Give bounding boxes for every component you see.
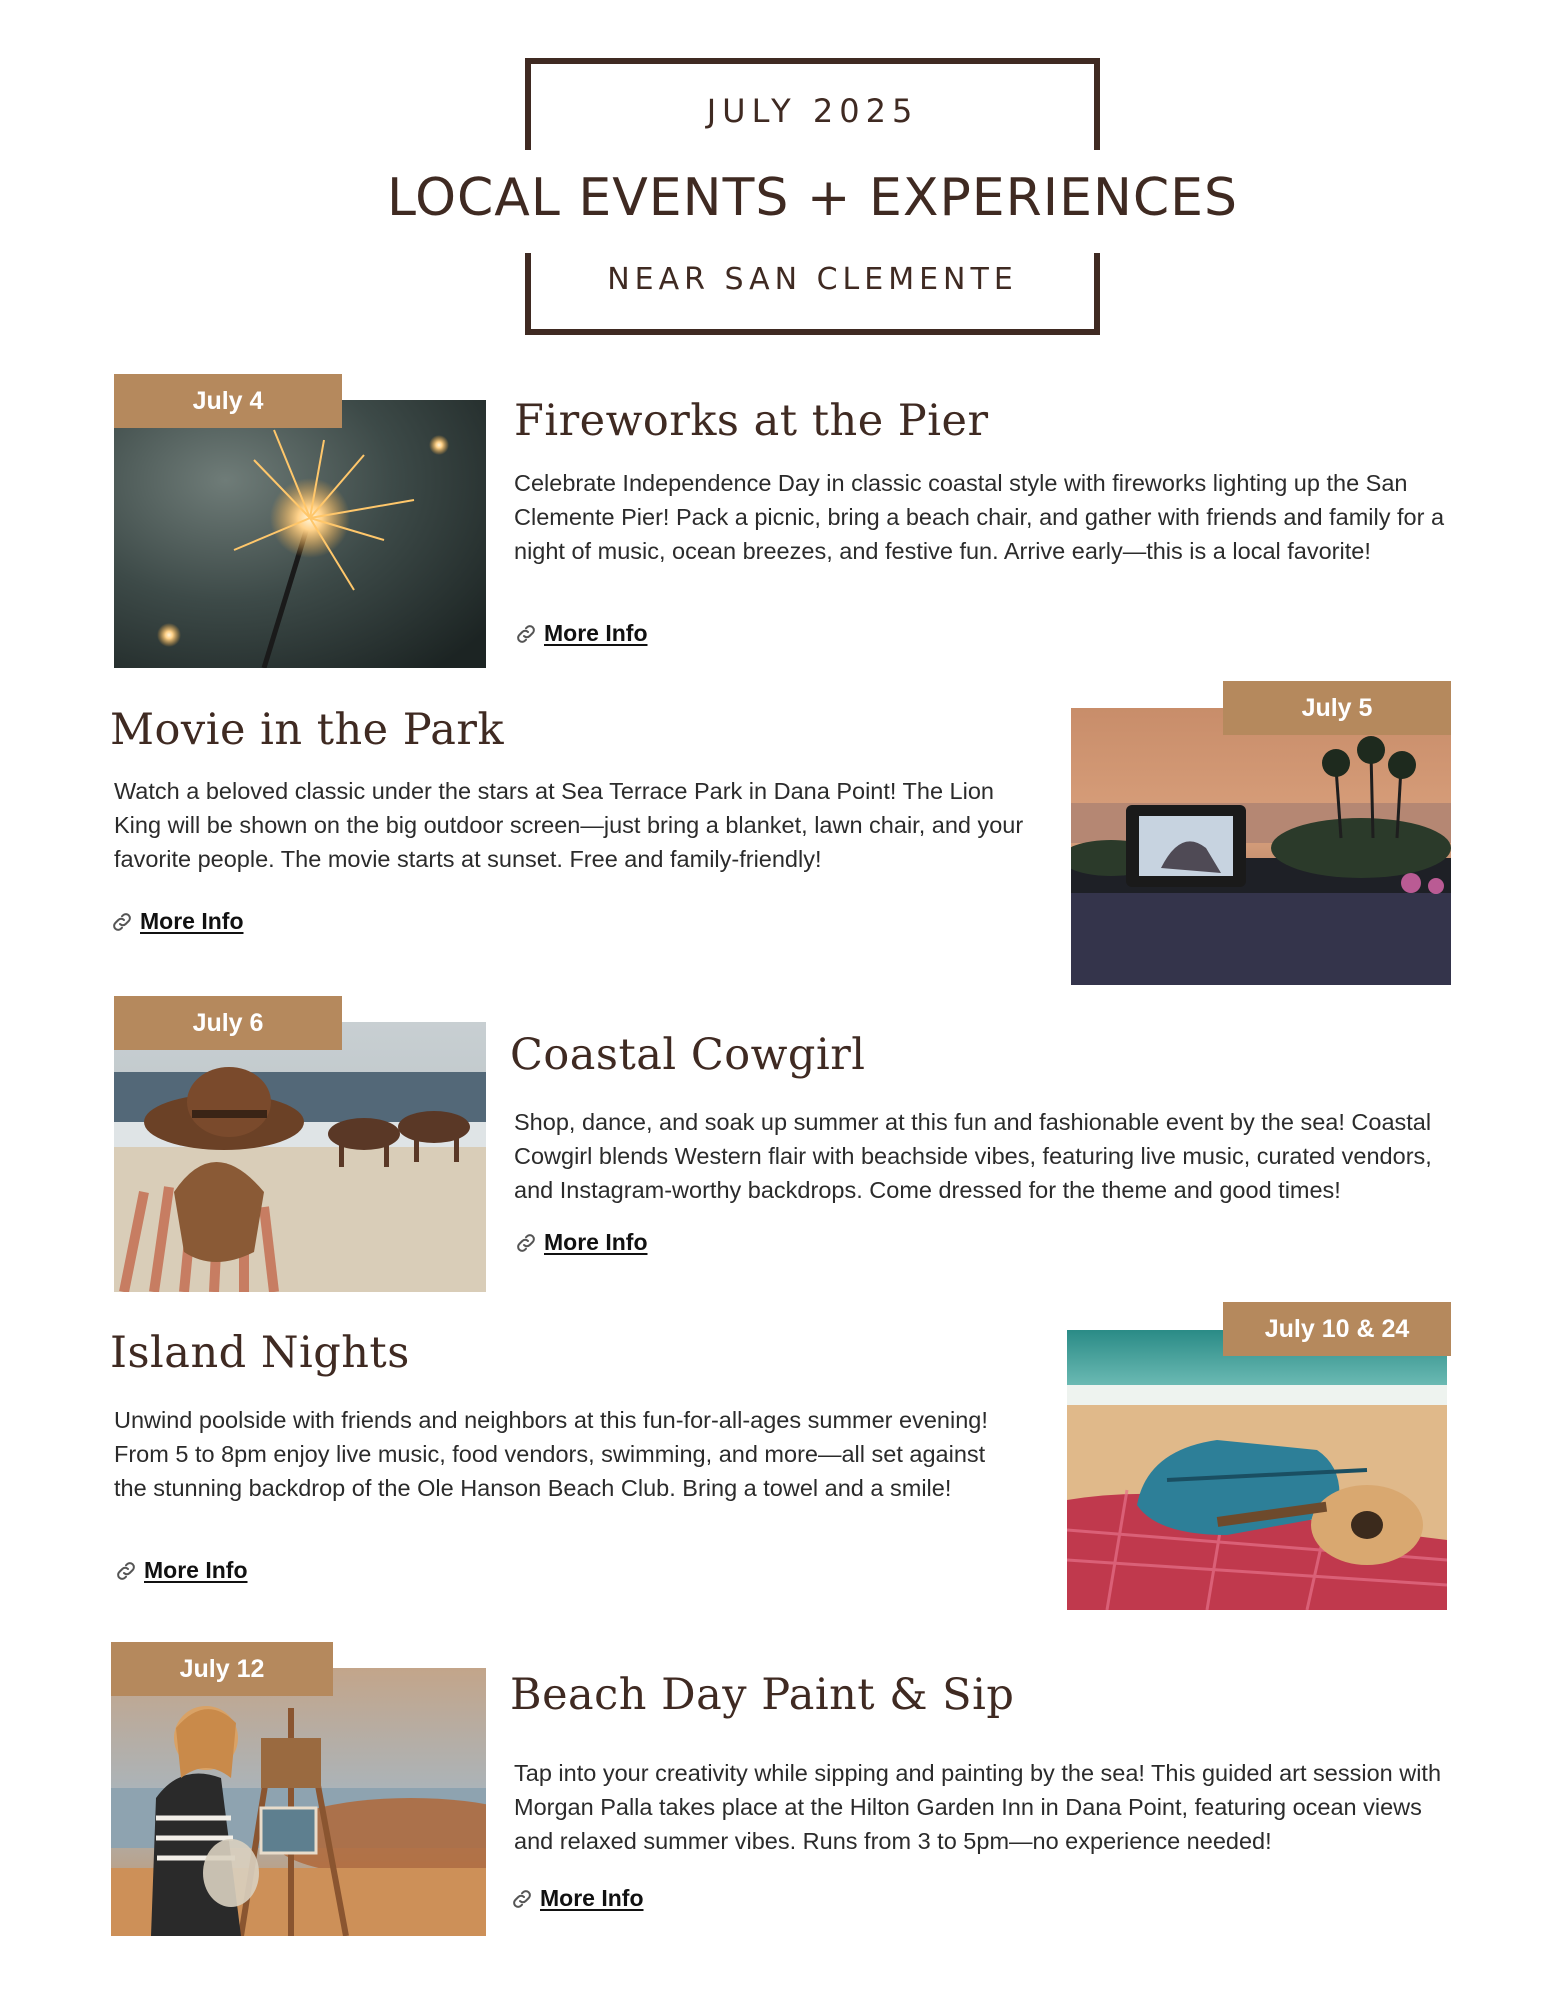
event-title: Beach Day Paint & Sip (510, 1670, 1015, 1720)
more-info-label: More Info (544, 620, 648, 646)
date-tag: July 12 (111, 1642, 333, 1696)
event-title: Island Nights (110, 1328, 410, 1378)
header-subtitle: NEAR SAN CLEMENTE (607, 262, 1018, 297)
cowgirl-horses-photo (114, 1022, 486, 1292)
more-info-label: More Info (544, 1229, 648, 1255)
more-info-link[interactable] (514, 1229, 648, 1256)
link-icon (110, 910, 134, 934)
date-tag: July 10 & 24 (1223, 1302, 1451, 1356)
header-month: JULY 2025 (706, 92, 919, 130)
link-icon (514, 1231, 538, 1255)
painter-easel-photo (111, 1668, 486, 1936)
date-tag: July 4 (114, 374, 342, 428)
link-icon (514, 622, 538, 646)
more-info-link[interactable] (514, 620, 648, 647)
link-icon (114, 1559, 138, 1583)
outdoor-movie-photo (1071, 708, 1451, 985)
more-info-label: More Info (144, 1557, 248, 1583)
event-title: Movie in the Park (110, 705, 505, 755)
more-info-link[interactable] (110, 908, 244, 935)
more-info-label: More Info (540, 1885, 644, 1911)
page-title: LOCAL EVENTS + EXPERIENCES (386, 168, 1239, 228)
more-info-link[interactable] (114, 1557, 248, 1584)
event-description: Watch a beloved classic under the stars at Sea Terrace Park in Dana Point! The Lion King will be shown on the big outdoor screen—just bring a blanket, lawn chair, and your favorite people. The movie starts at sunset. Free and family-friendly! (114, 778, 1024, 872)
sparkler-photo (114, 400, 486, 668)
event-description: Shop, dance, and soak up summer at this fun and fashionable event by the sea! Coastal Cowgirl blends Western flair with beachside vibes, featuring live music, curated vendors, and Instagram-worthy backdrops. Come dressed for the theme and good times! (514, 1109, 1432, 1203)
link-icon (510, 1887, 534, 1911)
date-tag: July 6 (114, 996, 342, 1050)
beach-ukulele-photo (1067, 1330, 1447, 1610)
date-tag: July 5 (1223, 681, 1451, 735)
more-info-link[interactable] (510, 1885, 644, 1912)
event-title: Fireworks at the Pier (514, 396, 989, 446)
event-description: Celebrate Independence Day in classic coastal style with fireworks lighting up the San Clemente Pier! Pack a picnic, bring a beach chair, and gather with friends and family for a night of music, ocean breezes, and festive fun. Arrive early—this is a local favorite! (514, 470, 1445, 564)
more-info-label: More Info (140, 908, 244, 934)
event-title: Coastal Cowgirl (510, 1030, 866, 1080)
event-description: Tap into your creativity while sipping and painting by the sea! This guided art session with Morgan Palla takes place at the Hilton Garden Inn in Dana Point, featuring ocean views and relaxed summer vibes. Runs from 3 to 5pm—no experience needed! (514, 1760, 1442, 1854)
event-description: Unwind poolside with friends and neighbors at this fun-for-all-ages summer evening! From 5 to 8pm enjoy live music, food vendors, swimming, and more—all set against the stunning backdrop of the Ole Hanson Beach Club. Bring a towel and a smile! (114, 1407, 988, 1501)
